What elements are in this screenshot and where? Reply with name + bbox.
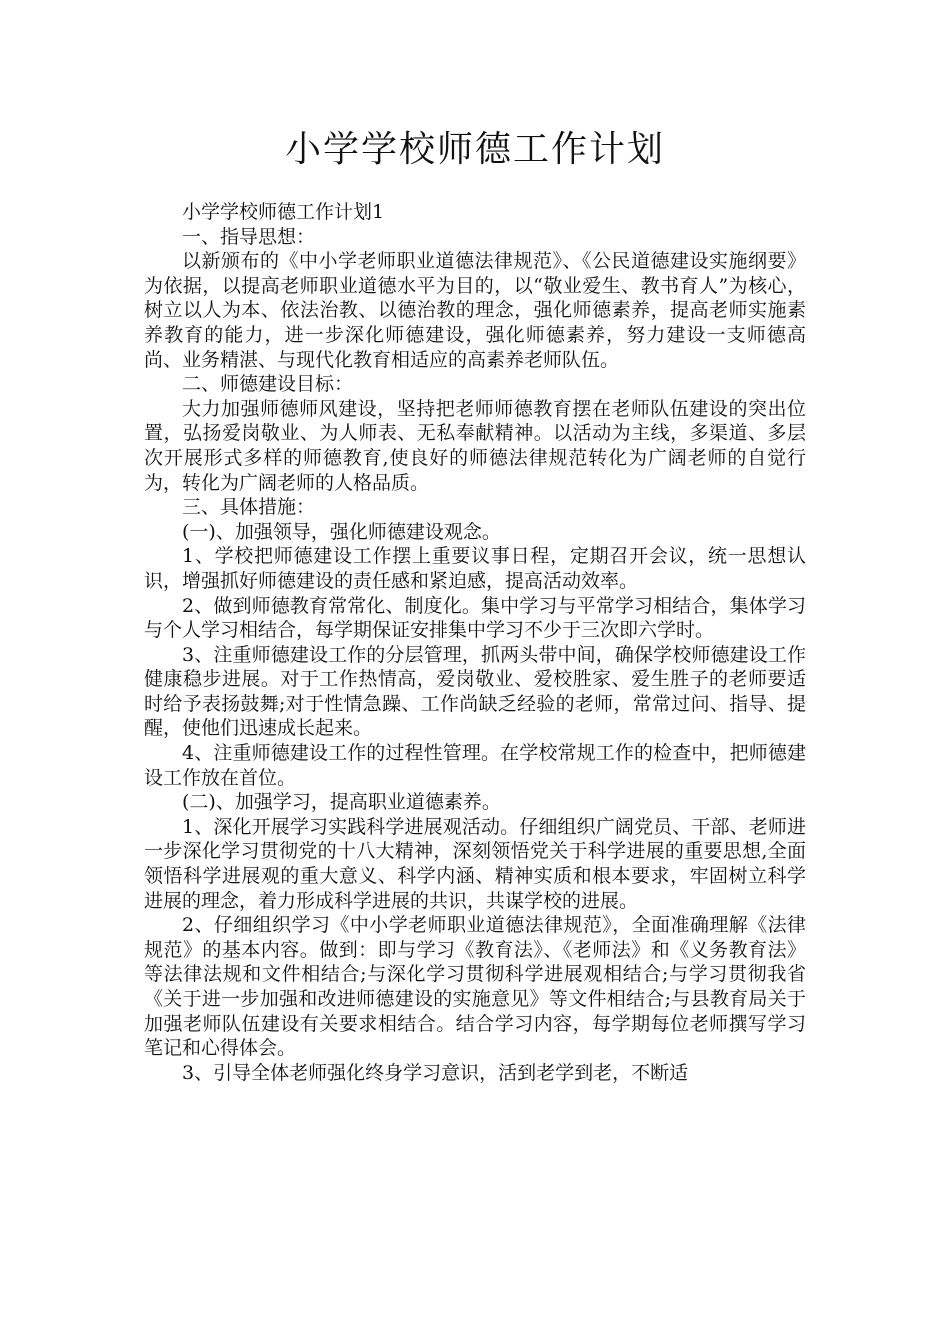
body-paragraph: 3、引导全体老师强化终身学习意识，活到老学到老，不断适: [182, 1061, 689, 1084]
subtitle-paragraph: 小学学校师德工作计划1: [182, 201, 385, 223]
document-title: 小学学校师德工作计划: [284, 129, 665, 170]
section-heading: 一、指导思想：: [182, 225, 316, 248]
subsection-heading: (二)、加强学习，提高职业道德素养。: [182, 791, 501, 814]
body-paragraph: 大力加强师德师风建设，坚持把老师师德教育摆在老师队伍建设的突出位置，弘扬爱岗敬业、为人师表、无私奉献精神。以活动为主线，多渠道、多层次开展形式多样的师德教育,使良好的师德法律规范转化为广阔老师的自觉行为，转化为广阔老师的人格品质。: [144, 397, 806, 494]
section-heading: 二、师德建设目标：: [182, 373, 354, 396]
body-paragraph: 4、注重师德建设工作的过程性管理。在学校常规工作的检查中，把师德建设工作放在首位。: [144, 742, 806, 789]
body-paragraph: 3、注重师德建设工作的分层管理，抓两头带中间，确保学校师德建设工作健康稳步进展。对于工作热情高，爱岗敬业、爱校胜家、爱生胜子的老师要适时给予表扬鼓舞;对于性情急躁、工作尚缺乏经验的老师，常常过问、指导、提醒，使他们迅速成长起来。: [144, 643, 806, 740]
body-paragraph: 1、深化开展学习实践科学进展观活动。仔细组织广阔党员、干部、老师进一步深化学习贯彻党的十八大精神，深刻领悟党关于科学进展的重要思想,全面领悟科学进展观的重大意义、科学内涵、精神实质和根本要求，牢固树立科学进展的理念，着力形成科学进展的共识，共谋学校的进展。: [144, 815, 806, 912]
body-paragraph: 2、做到师德教育常常化、制度化。集中学习与平常学习相结合，集体学习与个人学习相结合，每学期保证安排集中学习不少于三次即六学时。: [144, 594, 806, 642]
subsection-heading: (一)、加强领导，强化师德建设观念。: [182, 520, 501, 543]
body-paragraph: 1、学校把师德建设工作摆上重要议事日程，定期召开会议，统一思想认识，增强抓好师德建设的责任感和紧迫感，提高活动效率。: [144, 545, 806, 592]
section-heading: 三、具体措施：: [182, 496, 316, 519]
document-body: [144, 200, 806, 1085]
body-paragraph: 2、仔细组织学习《中小学老师职业道德法律规范》，全面准确理解《法律规范》的基本内容。做到：即与学习《教育法》、《老师法》和《义务教育法》等法律法规和文件相结合;与深化学习贯彻科学进展观相结合;与学习贯彻我省《关于进一步加强和改进师德建设的实施意见》等文件相结合;与县教育局关于加强老师队伍建设有关要求相结合。结合学习内容，每学期每位老师撰写学习笔记和心得体会。: [144, 914, 806, 1060]
body-paragraph: 以新颁布的《中小学老师职业道德法律规范》、《公民道德建设实施纲要》为依据，以提高老师职业道德水平为目的，以“敬业爱生、教书育人”为核心，树立以人为本、依法治教、以德治教的理念，强化师德素养，提高老师实施素养教育的能力，进一步深化师德建设，强化师德素养，努力建设一支师德高尚、业务精湛、与现代化教育相适应的高素养老师队伍。: [144, 250, 806, 371]
